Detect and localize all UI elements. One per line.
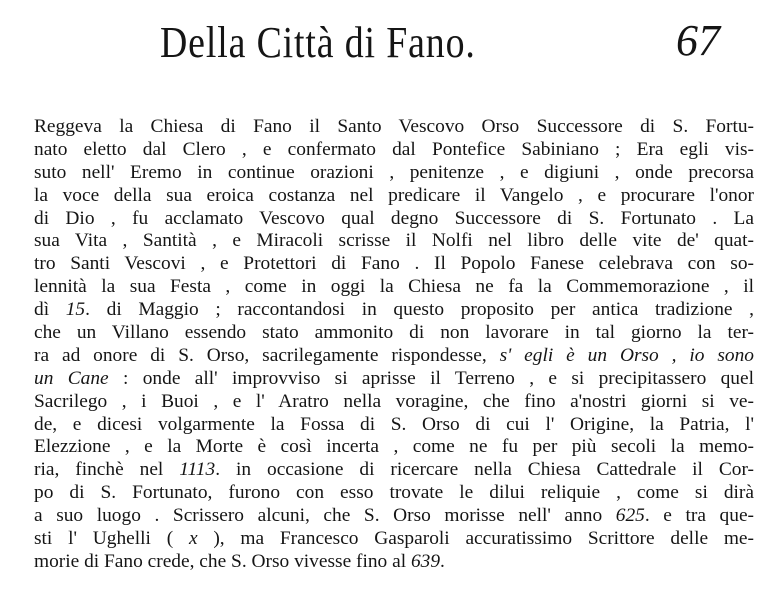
text-run: lennità la sua Festa , come in oggi la Chiesa ne fa la Commemorazione , il bbox=[34, 276, 754, 298]
text-run: suto nell' Eremo in continue orazioni , penitenze , e digiuni , onde precorsa bbox=[34, 161, 754, 183]
page-title: Della Città di Fano. bbox=[160, 18, 476, 67]
italic-text: 639 bbox=[410, 550, 441, 572]
text-line bbox=[34, 459, 754, 482]
text-run: di Dio , fu acclamato Vescovo qual degno Successore di S. Fortunato . La bbox=[34, 207, 754, 229]
text-line bbox=[34, 185, 754, 208]
text-run: ra ad onore di S. Orso, sacrilegamente rispondesse, bbox=[34, 344, 500, 366]
body-paragraph bbox=[34, 116, 754, 574]
text-run: . bbox=[440, 550, 445, 572]
italic-text: 15 bbox=[65, 299, 86, 321]
italic-text: 1113 bbox=[179, 459, 216, 481]
italic-text: 625 bbox=[615, 505, 645, 527]
text-run: che un Villano essendo stato ammonito di non lavorare in tal giorno la ter- bbox=[34, 322, 754, 344]
text-line bbox=[34, 345, 754, 368]
text-line bbox=[34, 230, 754, 253]
text-run: sua Vita , Santità , e Miracoli scrisse il Nolfi nel libro delle vite de' quat- bbox=[34, 230, 754, 252]
text-line bbox=[34, 162, 754, 185]
italic-text: x bbox=[188, 528, 198, 550]
text-line bbox=[34, 299, 754, 322]
text-line bbox=[34, 528, 754, 551]
text-line bbox=[34, 368, 754, 391]
text-run: . di Maggio ; raccontandosi in questo proposito per antica tradizione , bbox=[85, 299, 754, 321]
text-run: ria, finchè nel bbox=[34, 459, 180, 481]
italic-text: un Cane bbox=[34, 367, 109, 389]
text-run: nato eletto dal Clero , e confermato dal Pontefice Sabiniano ; Era egli vis- bbox=[34, 138, 754, 160]
text-run: Sacrilego , i Buoi , e l' Aratro nella voragine, che fino a'nostri giorni si ve- bbox=[34, 390, 754, 412]
text-line bbox=[34, 414, 754, 437]
text-run: Reggeva la Chiesa di Fano il Santo Vescovo Orso Successore di S. Fortu- bbox=[34, 116, 754, 137]
text-run: de, e dicesi volgarmente la Fossa di S. Orso di cui l' Origine, la Patria, l' bbox=[34, 413, 754, 435]
text-run: Elezzione , e la Morte è così incerta , come ne fu per più secoli la memo- bbox=[34, 436, 754, 458]
text-line bbox=[34, 253, 754, 276]
text-run: dì bbox=[34, 299, 66, 321]
running-head bbox=[0, 14, 769, 74]
text-run: po di S. Fortunato, furono con esso trovate le dilui reliquie , come si dirà bbox=[34, 482, 754, 504]
text-line bbox=[34, 505, 754, 528]
text-run: ), ma Francesco Gasparoli accuratissimo Scrittore delle me- bbox=[197, 528, 754, 550]
text-run: sti l' Ughelli ( bbox=[34, 528, 189, 550]
text-line bbox=[34, 482, 754, 505]
text-run: . in occasione di ricercare nella Chiesa Cattedrale il Cor- bbox=[215, 459, 754, 481]
text-run: a suo luogo . Scrissero alcuni, che S. Orso morisse nell' anno bbox=[34, 505, 616, 527]
text-line bbox=[34, 322, 754, 345]
text-run: la voce della sua eroica costanza nel predicare il Vangelo , e procurare l'onor bbox=[34, 184, 754, 206]
italic-text: s' egli è un Orso , io sono bbox=[499, 344, 754, 366]
text-line bbox=[34, 391, 754, 414]
text-run: tro Santi Vescovi , e Protettori di Fano . Il Popolo Fanese celebrava con so- bbox=[34, 253, 754, 275]
text-run: . e tra que- bbox=[644, 505, 754, 527]
text-line bbox=[34, 208, 754, 231]
page-number: 67 bbox=[676, 16, 720, 65]
text-run: morie di Fano crede, che S. Orso vivesse fino al bbox=[34, 550, 411, 572]
text-line bbox=[34, 139, 754, 162]
text-run: : onde all' improvviso si aprisse il Terreno , e si precipitassero quel bbox=[108, 367, 754, 389]
text-line bbox=[34, 551, 754, 574]
text-line bbox=[34, 436, 754, 459]
text-line bbox=[34, 276, 754, 299]
text-line bbox=[34, 116, 754, 139]
